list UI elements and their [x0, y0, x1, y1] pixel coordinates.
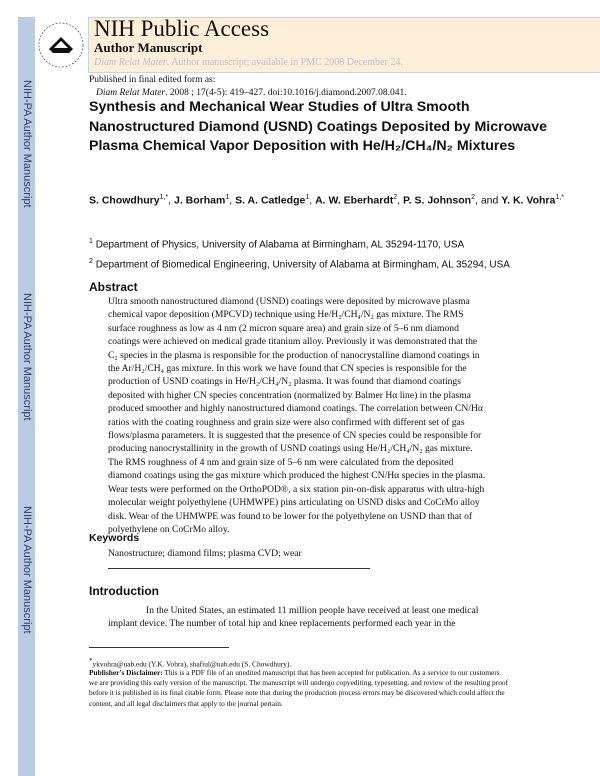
sidebar-label: NIH-PA Author Manuscript: [21, 506, 33, 634]
availability-text: . Author manuscript; available in PMC 2008 December 24.: [166, 57, 403, 68]
header-title: NIH Public Access: [94, 16, 270, 41]
footnote-emails: *ykvohra@uab.edu (Y.K. Vohra), shafiul@uab.edu (S. Chowdhury).: [89, 657, 292, 669]
text-line: diamond coatings using the gas mixture which produced the highest CN/Hα species in the plasma.: [108, 470, 486, 482]
author-affiliation-mark: 2: [471, 194, 475, 201]
published-label: Published in final edited form as:: [89, 75, 216, 85]
text-line: ratios with the coating roughness and grain size were also confirmed with different set of gas: [108, 416, 465, 428]
abstract-body: [108, 295, 508, 536]
text-line: The RMS roughness of 4 nm and grain size of 5–6 nm were calculated from the deposited: [108, 456, 454, 468]
header-availability: [94, 57, 403, 68]
header-subtitle: Author Manuscript: [94, 40, 203, 55]
sidebar-label: NIH-PA Author Manuscript: [21, 293, 33, 421]
citation-journal: Diam Relat Mater: [96, 88, 166, 98]
footnote-divider: [89, 647, 229, 648]
text-line: coatings were achieved on medical grade titanium alloy. Previously it was demonstrated that the: [108, 336, 478, 348]
affiliation-2: $^2$ Department of Biomedical Engineering, University of Alabama at Birmingham, AL 35294, USA: [89, 258, 510, 271]
text-line: C₂ species in the plasma is responsible for the production of nanocrystalline diamond coatings in: [108, 349, 480, 361]
text-line: produced smoother and highly nanostructured diamond coatings. The correlation between CN/Hα: [108, 403, 483, 415]
keywords-text: Nanostructure; diamond films; plasma CVD; wear: [108, 548, 302, 559]
citation-text: . 2008 ; 17(4-5): 419–427. doi:10.1016/j.diamond.2007.08.041.: [165, 88, 407, 98]
author-affiliation-mark: 2: [393, 194, 398, 201]
author-name: A. W. Eberhardt: [315, 194, 394, 207]
introduction-heading: Introduction: [89, 584, 159, 598]
text-line: implant device. The number of total hip and knee replacements performed each year in the: [108, 618, 456, 630]
text-line: the Ar/H₂/CH₄ gas mixture. In this work we have found that CN species is responsible for the: [108, 363, 467, 375]
introduction-body: [108, 604, 546, 631]
author-name: J. Borham: [174, 194, 226, 207]
citation[interactable]: [96, 88, 407, 98]
text-line: Ultra smooth nanostructured diamond (USND) coatings were deposited by microwave plasma: [108, 296, 470, 307]
nih-seal-icon: [35, 17, 88, 73]
author-list: S. Chowdhury$^{1,*}$, J. Borham$^1$, S. A. Catledge$^1$, A. W. Eberhardt$^2$, P. S. Johnson$^2$, and Y. K. Vohra$^{1,*}$: [89, 194, 564, 207]
author-name: S. Chowdhury: [89, 194, 160, 207]
nih-logo: [35, 17, 89, 73]
author-affiliation-mark: 1: [225, 194, 230, 201]
text-line: flows/plasma parameters. It is suggested that the presence of CN species could be responsible for: [108, 430, 482, 442]
author-affiliation-mark: 1,*: [159, 194, 169, 201]
affiliation-1: $^1$ Department of Physics, University of Alabama at Birmingham, AL 35294-1170, USA: [89, 238, 465, 251]
text-line: surface roughness as low as 4 nm (2 micron square area) and grain size of 5–6 nm diamond: [108, 322, 459, 334]
sidebar-label: NIH-PA Author Manuscript: [21, 80, 33, 208]
abstract-heading: Abstract: [89, 280, 138, 294]
keywords-heading: Keywords: [89, 532, 140, 544]
divider: [108, 568, 370, 569]
author-affiliation-mark: 1,*: [555, 194, 564, 201]
author-name: P. S. Johnson: [403, 194, 472, 207]
author-name: Y. K. Vohra: [501, 194, 556, 207]
text-line: chemical vapor deposition (MPCVD) technique using He/H₂/CH₄/N₂ gas mixture. The RMS: [108, 309, 464, 321]
text-line: producing nanocrystallinity in the growth of USND coatings using He/H₂/CH₄/N₂ gas mixture.: [108, 443, 473, 455]
text-line: disk. Wear of the UHMWPE was found to be lower for the polyethylene on USND than that of: [108, 510, 473, 522]
text-line: molecular weight polyethylene (UHMWPE) pins articulating on USND disks and CoCrMo alloy: [108, 497, 480, 509]
author-name: S. A. Catledge: [235, 194, 306, 207]
text-line: polyethylene on CoCrMo alloy.: [108, 523, 230, 535]
publisher-disclaimer: Publisher's Disclaimer: This is a PDF file of an unedited manuscript that has been accepted for publication. As a service to our customers we are providing this early version of the manuscript. The manuscript will undergo copyediting, typesetting, and review of the resulting proof before it is published in its final citable form. Please note that during the production process errors may be discovered which could affect the content, and all legal disclaimers that apply to the journal pertain.: [89, 668, 509, 708]
text-line: production of USND coatings in He/H₂/CH₄/N₂ plasma. It was found that diamond coatings: [108, 376, 461, 388]
article-title: Synthesis and Mechanical Wear Studies of Ultra Smooth Nanostructured Diamond (USND) Coatings Deposited by Microwave Plasma Chemical Vapor Deposition with He/H₂/CH₄/N₂ Mixtures: [89, 99, 547, 154]
text-line: deposited with higher CN species concentration (normalized by Balmer Hα line) in the plasma: [108, 389, 471, 401]
journal-name: Diam Relat Mater: [94, 57, 167, 68]
text-line: In the United States, an estimated 11 million people have received at least one medical: [146, 605, 479, 616]
text-line: Wear tests were performed on the OrthoPOD®, a six station pin-on-disk apparatus with ultra-high: [108, 483, 485, 495]
author-affiliation-mark: 1: [305, 194, 310, 201]
